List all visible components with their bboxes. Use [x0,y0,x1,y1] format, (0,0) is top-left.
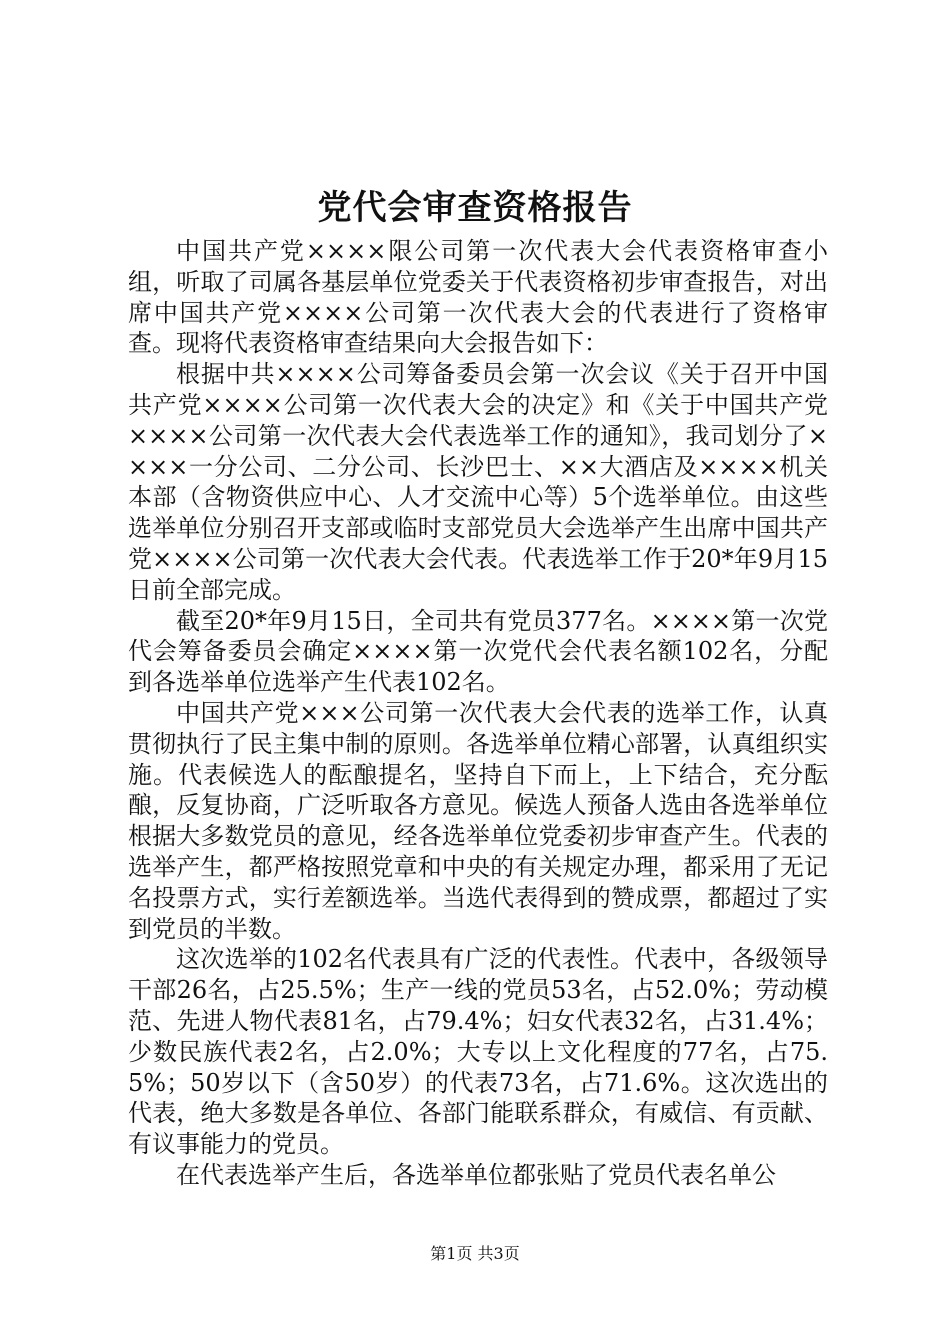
paragraph: 在代表选举产生后，各选举单位都张贴了党员代表名单公 [176,1160,776,1189]
paragraph: 截至20*年9月15日，全司共有党员377名。××××第一次党代会筹备委员会确定××××第一次党代会代表名额102名，分配到各选举单位选举产生代表102名。 [128,606,828,697]
paragraph: 这次选举的102名代表具有广泛的代表性。代表中，各级领导干部26名，占25.5%；生产一线的党员53名，占52.0%；劳动模范、先进人物代表81名，占79.4%；妇女代表32名，占31.4%；少数民族代表2名，占2.0%；大专以上文化程度的77名，占75.5%；50岁以下（含50岁）的代表73名，占71.6%。这次选出的代表，绝大多数是各单位、各部门能联系群众，有威信、有贡献、有议事能力的党员。 [128,945,828,1159]
paragraph: 中国共产党××××限公司第一次代表大会代表资格审查小组，听取了司属各基层单位党委关于代表资格初步审查报告，对出席中国共产党××××公司第一次代表大会的代表进行了资格审查。现将代表资格审查结果向大会报告如下： [128,237,828,358]
document-title: 党代会审查资格报告 [317,188,633,228]
paragraph: 根据中共××××公司筹备委员会第一次会议《关于召开中国共产党××××公司第一次代表大会的决定》和《关于中国共产党××××公司第一次代表大会代表选举工作的通知》，我司划分了××××一分公司、二分公司、长沙巴士、××大酒店及××××机关本部（含物资供应中心、人才交流中心等）5个选举单位。由这些选举单位分别召开支部或临时支部党员大会选举产生出席中国共产党××××公司第一次代表大会代表。代表选举工作于20*年9月15日前全部完成。 [128,360,828,604]
page-footer: 第1页 共3页 [430,1244,520,1263]
document-body [128,236,828,1191]
paragraph: 中国共产党×××公司第一次代表大会代表的选举工作，认真贯彻执行了民主集中制的原则。各选举单位精心部署，认真组织实施。代表候选人的酝酿提名，坚持自下而上，上下结合，充分酝酿，反复协商，广泛听取各方意见。候选人预备人选由各选举单位根据大多数党员的意见，经各选举单位党委初步审查产生。代表的选举产生，都严格按照党章和中央的有关规定办理，都采用了无记名投票方式，实行差额选举。当选代表得到的赞成票，都超过了实到党员的半数。 [128,698,828,943]
